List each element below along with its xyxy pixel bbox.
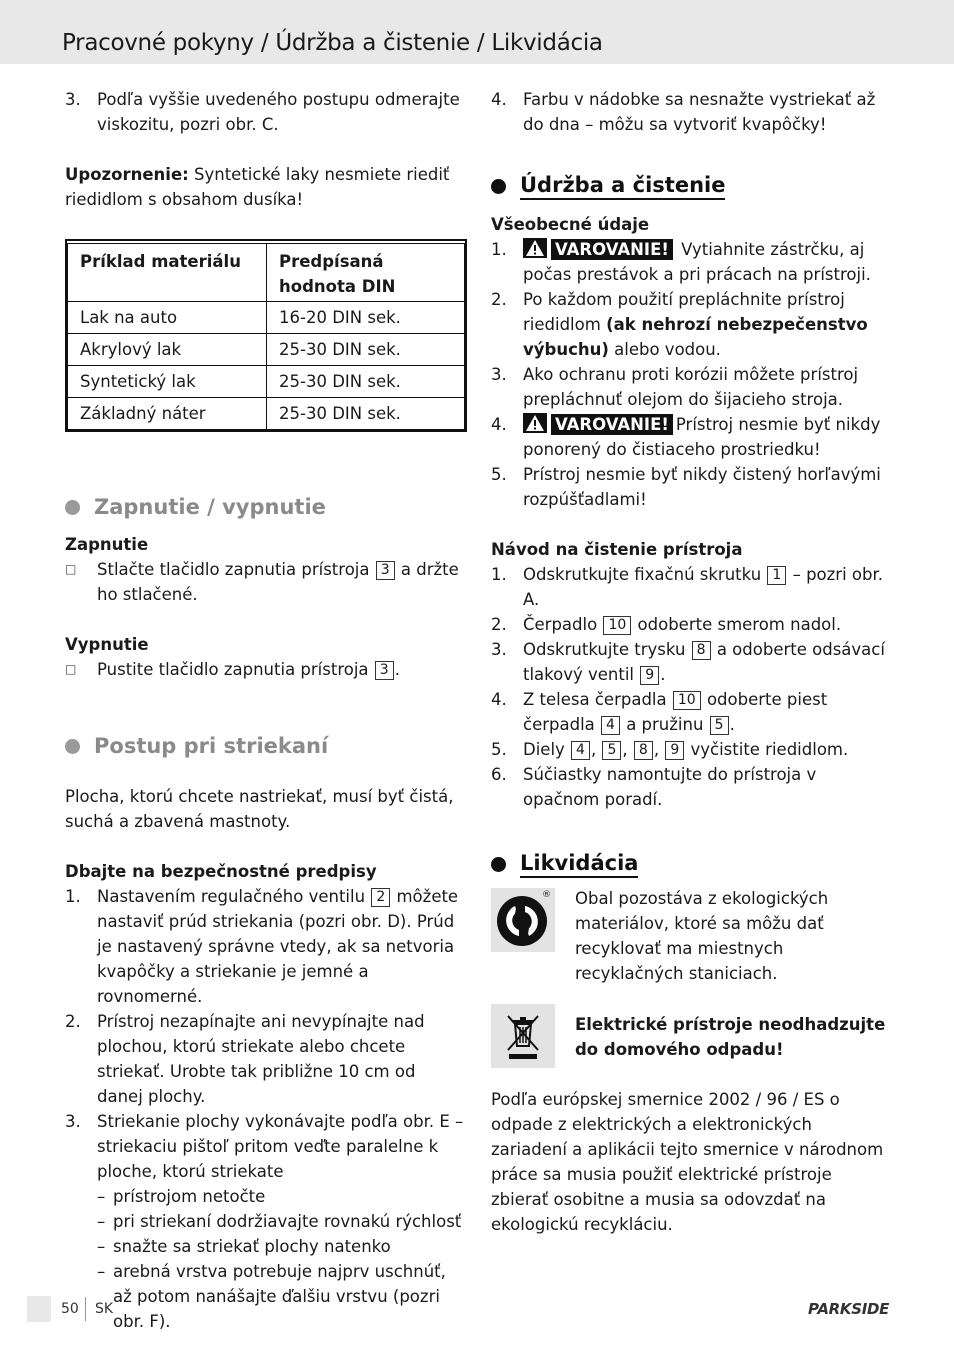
footer-divider bbox=[85, 1297, 86, 1321]
section-heading-disposal: Likvidácia bbox=[491, 850, 891, 878]
list-item: □ Stlačte tlačidlo zapnutia prístroja 3 a držte ho stlačené. bbox=[65, 557, 465, 607]
ref-box: 10 bbox=[673, 691, 701, 710]
crossed-bin-icon bbox=[491, 1004, 555, 1068]
eu-directive-text: Podľa európskej smernice 2002 / 96 / ES o odpade z elektrických a elektronických zariadení a aplikácii tejto smernice v národnom práce sa musia použiť elektrické prístroje zbierať osobitne a musia sa odovzdať na ekologickú recykláciu. bbox=[491, 1090, 884, 1234]
language-code: SK bbox=[95, 1301, 114, 1317]
bullet-icon bbox=[491, 857, 506, 872]
ref-box: 4 bbox=[571, 741, 590, 760]
footer-marker bbox=[27, 1296, 51, 1322]
ref-box: 9 bbox=[665, 741, 684, 760]
section-heading-onoff: Zapnutie / vypnutie bbox=[65, 492, 465, 522]
list-item: 1. Odskrutkujte fixačnú skrutku 1 – pozri obr. A. bbox=[491, 565, 883, 609]
ref-box: 5 bbox=[710, 716, 729, 735]
dash-item: – snažte sa striekať plochy natenko bbox=[97, 1237, 391, 1256]
left-column bbox=[65, 87, 465, 1334]
dash-item: – pri striekaní dodržiavajte rovnakú rýchlosť bbox=[97, 1212, 462, 1231]
ref-box: 4 bbox=[601, 716, 620, 735]
list-item: 3. Ako ochranu proti korózii môžete prístroj prepláchnuť olejom do šijacieho stroja. bbox=[491, 365, 859, 409]
list-item: 6. Súčiastky namontujte do prístroja v opačnom poradí. bbox=[491, 765, 817, 809]
table-row: Syntetický lak 25-30 DIN sek. bbox=[68, 366, 465, 398]
subheading-cleaning: Návod na čistenie prístroja bbox=[491, 540, 743, 559]
green-dot-icon: ® bbox=[491, 888, 555, 952]
page-number: 50 bbox=[61, 1301, 79, 1317]
ref-box: 1 bbox=[767, 566, 786, 585]
bullet-icon bbox=[65, 739, 80, 754]
ref-box: 2 bbox=[371, 888, 390, 907]
warning-label: VAROVANIE! bbox=[551, 239, 673, 260]
list-item: 1. Nastavením regulačného ventilu 2 môžete nastaviť prúd striekania (pozri obr. D). Prúd je nastavený správne vtedy, ak sa netvoria kvapôčky a striekanie je jemné a rovnomerné. bbox=[65, 887, 459, 1006]
brand-logo: PARKSIDE bbox=[808, 1300, 890, 1318]
ref-box: 10 bbox=[603, 616, 631, 635]
dash-item: – arebná vrstva potrebuje najprv uschnúť, až potom nanášajte ďalšiu vrstvu (pozri obr. F). bbox=[97, 1262, 446, 1331]
table-row: Akrylový lak 25-30 DIN sek. bbox=[68, 334, 465, 366]
bullet-icon bbox=[491, 179, 506, 194]
warning-triangle-icon bbox=[523, 413, 547, 433]
list-item: 5. Diely 4 , 5 , 8 , 9 vyčistite riedidlom. bbox=[491, 740, 849, 759]
subheading-off: Vypnutie bbox=[65, 635, 149, 654]
warning-triangle-icon bbox=[523, 238, 547, 258]
table-row: Lak na auto 16-20 DIN sek. bbox=[68, 302, 465, 334]
note: Upozornenie: Syntetické laky nesmiete riediť riedidlom s obsahom dusíka! bbox=[65, 165, 450, 209]
ref-box: 5 bbox=[602, 741, 621, 760]
weee-text: Elektrické prístroje neodhadzujte do domového odpadu! bbox=[575, 1015, 886, 1059]
ref-box: 8 bbox=[634, 741, 653, 760]
list-item: 1. VAROVANIE! Vytiahnite zástrčku, aj počas prestávok a pri prácach na prístroji. bbox=[491, 240, 871, 284]
subheading-on: Zapnutie bbox=[65, 535, 149, 554]
weee-row bbox=[491, 1004, 891, 1068]
warning-label: VAROVANIE! bbox=[551, 414, 673, 435]
list-item: 4. Farbu v nádobke sa nesnažte vystriekať až do dna – môžu sa vytvoriť kvapôčky! bbox=[491, 90, 876, 134]
list-item: 4. VAROVANIE! Prístroj nesmie byť nikdy ponorený do čistiaceho prostriedku! bbox=[491, 415, 881, 459]
list-item: 2. Po každom použití prepláchnite prístroj riedidlom (ak nehrozí nebezpečenstvo výbuchu) alebo vodou. bbox=[491, 290, 868, 359]
table-row: Základný náter 25-30 DIN sek. bbox=[68, 398, 465, 430]
section-heading-spray: Postup pri striekaní bbox=[65, 731, 465, 761]
square-bullet-icon: □ bbox=[65, 662, 77, 676]
ref-box: 9 bbox=[640, 666, 659, 685]
ref-box: 3 bbox=[376, 561, 395, 580]
list-item: 4. Z telesa čerpadla 10 odoberte piest čerpadla 4 a pružinu 5 . bbox=[491, 690, 828, 734]
list-item: 3. Odskrutkujte trysku 8 a odoberte odsávací tlakový ventil 9 . bbox=[491, 640, 885, 684]
ref-box: 8 bbox=[692, 641, 711, 660]
section-heading-maintenance: Údržba a čistenie bbox=[491, 172, 891, 200]
bullet-icon bbox=[65, 500, 80, 515]
table-header-row: Príklad materiálu Predpísaná hodnota DIN bbox=[68, 244, 465, 302]
subheading-general: Všeobecné údaje bbox=[491, 215, 650, 234]
list-item: 5. Prístroj nesmie byť nikdy čistený horľavými rozpúšťadlami! bbox=[491, 465, 881, 509]
ref-box: 3 bbox=[375, 661, 394, 680]
subheading-safety: Dbajte na bezpečnostné predpisy bbox=[65, 862, 377, 881]
square-bullet-icon: □ bbox=[65, 562, 77, 576]
spray-intro: Plocha, ktorú chcete nastriekať, musí byť čistá, suchá a zbavená mastnoty. bbox=[65, 787, 454, 831]
right-column bbox=[491, 87, 891, 1237]
dash-item: – prístrojom netočte bbox=[97, 1187, 266, 1206]
page-header bbox=[0, 0, 954, 64]
list-item: 3. Striekanie plochy vykonávajte podľa obr. E – striekaciu pištoľ pritom veďte paralelne k ploche, ktorú striekate – prístrojom netočte – pri striekaní dodržiavajte rovnakú rýchlosť – snažte sa striekať plochy natenko – arebná vrstva potrebuje najprv uschnúť, až potom nanášajte ďalšiu vrstvu (pozri obr. F). bbox=[65, 1109, 465, 1334]
page-title: Pracovné pokyny / Údržba a čistenie / Likvidácia bbox=[62, 30, 603, 56]
material-table bbox=[65, 239, 467, 432]
list-item: 2. Prístroj nezapínajte ani nevypínajte nad plochou, ktorú striekate alebo chcete striekať. Urobte tak približne 10 cm od danej plochy. bbox=[65, 1012, 425, 1106]
packaging-row bbox=[491, 888, 891, 986]
list-item: 2. Čerpadlo 10 odoberte smerom nadol. bbox=[491, 615, 842, 634]
packaging-text: Obal pozostáva z ekologických materiálov, ktoré sa môžu dať recyklovať ma miestnych recyklačných staniciach. bbox=[575, 889, 829, 983]
list-item: □ Pustite tlačidlo zapnutia prístroja 3 . bbox=[65, 657, 465, 682]
list-item: 3. Podľa vyššie uvedeného postupu odmerajte viskozitu, pozri obr. C. bbox=[65, 90, 460, 134]
